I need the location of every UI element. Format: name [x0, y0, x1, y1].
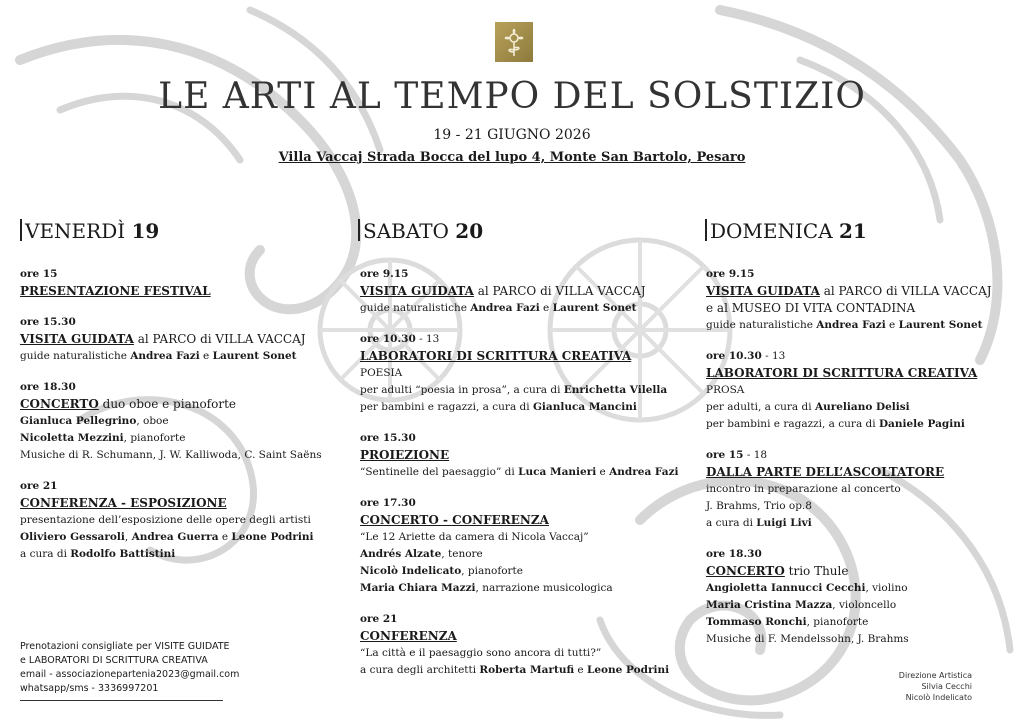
text: , violino: [865, 582, 908, 594]
event-title: [20, 396, 340, 413]
event-detail: J. Brahms, Trio op.8: [706, 500, 812, 512]
day-number: 20: [455, 219, 484, 243]
person-name: Andrea Fazi: [470, 302, 540, 314]
divider: [705, 219, 707, 241]
event-title: [706, 563, 1006, 580]
event-detail: [20, 529, 340, 546]
person-name: Andrea Fazi: [609, 466, 679, 478]
event-title: [706, 365, 1006, 382]
event-detail: [360, 300, 680, 317]
event-time: [706, 348, 1006, 365]
event-detail: [20, 546, 340, 563]
director-name: Silvia Cecchi: [921, 682, 972, 691]
text: guide naturalistiche: [360, 302, 471, 314]
person-name: Laurent Sonet: [898, 319, 983, 331]
event-time: ore 21: [360, 613, 398, 625]
event-detail: “Le 12 Ariette da camera di Nicola Vaccaj”: [360, 531, 589, 543]
person-name: Luca Manieri: [518, 466, 597, 478]
day-heading-saturday: [358, 219, 483, 243]
person-name: Nicolò Indelicato: [360, 565, 462, 577]
event-detail: “La città e il paesaggio sono ancora di tutti?”: [360, 647, 602, 659]
event-time: ore 21: [20, 480, 58, 492]
person-name: Maria Chiara Mazzi: [360, 582, 476, 594]
event-title: [706, 283, 1006, 300]
event-title-text: CONFERENZA: [360, 629, 457, 643]
event-detail: [20, 430, 340, 447]
event-title: [20, 283, 340, 300]
event-title: [360, 447, 680, 464]
booking-line: Prenotazioni consigliate per VISITE GUIDATE: [20, 641, 230, 652]
text: e: [218, 531, 232, 543]
event-detail: [706, 515, 1006, 532]
text: , pianoforte: [806, 616, 869, 628]
event-time: ore 9.15: [360, 268, 409, 280]
event-detail: PROSA: [706, 384, 745, 396]
event-time: [706, 447, 1006, 464]
text: per adulti, a cura di: [706, 401, 815, 413]
event-detail: [706, 416, 1006, 433]
event-title-text: CONCERTO - CONFERENZA: [360, 513, 549, 527]
event-subtitle: e al MUSEO DI VITA CONTADINA: [706, 301, 916, 315]
event-title-text: CONFERENZA - ESPOSIZIONE: [20, 496, 227, 510]
event-detail: [360, 662, 680, 679]
event-detail: [706, 317, 1006, 334]
event-detail: [706, 580, 1006, 597]
event-title: [360, 512, 680, 529]
day-number: 19: [131, 219, 160, 243]
person-name: Daniele Pagini: [878, 418, 965, 430]
event-title-text: CONCERTO: [706, 564, 785, 578]
event-detail: Musiche di R. Schumann, J. W. Kalliwoda, C. Saint Saëns: [20, 449, 322, 461]
event-detail: Musiche di F. Mendelssohn, J. Brahms: [706, 633, 909, 645]
event-title-text: DALLA PARTE DELL’ASCOLTATORE: [706, 465, 945, 479]
event-time: ore 15.30: [20, 316, 76, 328]
event-title-text: CONCERTO: [20, 397, 99, 411]
person-name: Oliviero Gessaroli: [20, 531, 125, 543]
event-title-text: PRESENTAZIONE FESTIVAL: [20, 284, 211, 298]
person-name: Enrichetta Vilella: [563, 384, 668, 396]
event-title-text: PROIEZIONE: [360, 448, 450, 462]
event-detail: [360, 464, 680, 481]
director-name: Nicolò Indelicato: [905, 693, 972, 702]
event-detail: [360, 399, 680, 416]
event-time: ore 15: [20, 268, 58, 280]
event-title: [360, 628, 680, 645]
sunday-program: [706, 266, 1006, 648]
event-title-text: VISITA GUIDATA: [20, 332, 134, 346]
day-heading-sunday: [705, 219, 867, 243]
text: , tenore: [441, 548, 483, 560]
person-name: Gianluca Pellegrino: [20, 415, 137, 427]
event-subtitle: al PARCO di VILLA VACCAJ: [819, 284, 992, 298]
booking-line: e LABORATORI DI SCRITTURA CREATIVA: [20, 655, 208, 666]
text: ,: [124, 531, 132, 543]
event-detail: presentazione dell’esposizione delle opere degli artisti: [20, 514, 311, 526]
person-name: Andrés Alzate: [360, 548, 442, 560]
text: e: [574, 664, 587, 676]
person-name: Rodolfo Battistini: [70, 548, 176, 560]
person-name: Gianluca Mancini: [532, 401, 637, 413]
person-name: Angioletta Iannucci Cecchi: [706, 582, 866, 594]
event-time: ore 17.30: [360, 497, 416, 509]
text: guide naturalistiche: [20, 350, 131, 362]
event-detail: POESIA: [360, 367, 403, 379]
event-title-text: VISITA GUIDATA: [706, 284, 820, 298]
event-time: ore 18.30: [706, 548, 762, 560]
text: guide naturalistiche: [706, 319, 817, 331]
event-detail: [360, 546, 680, 563]
text: a cura di: [706, 517, 757, 529]
time-start: ore 10.30: [706, 350, 762, 362]
event-detail: [360, 382, 680, 399]
event-subtitle: duo oboe e pianoforte: [98, 397, 237, 411]
text: e: [199, 350, 213, 362]
event-time: ore 15.30: [360, 432, 416, 444]
person-name: Laurent Sonet: [212, 350, 297, 362]
festival-dates: 19 - 21 GIUGNO 2026: [433, 127, 591, 143]
event-title: [20, 495, 340, 512]
divider: [20, 700, 223, 701]
person-name: Roberta Martufi: [479, 664, 575, 676]
event-time: ore 18.30: [20, 381, 76, 393]
divider: [358, 219, 360, 241]
event-title: [706, 464, 1006, 481]
person-name: Maria Cristina Mazza: [706, 599, 833, 611]
saturday-program: [360, 266, 680, 679]
person-name: Leone Podrini: [586, 664, 670, 676]
day-label: DOMENICA: [710, 219, 833, 243]
person-name: Andrea Fazi: [130, 350, 200, 362]
text: , pianoforte: [123, 432, 186, 444]
text: a cura di: [20, 548, 71, 560]
text: e: [596, 466, 610, 478]
text: , oboe: [136, 415, 169, 427]
festival-venue: Villa Vaccaj Strada Bocca del lupo 4, Monte San Bartolo, Pesaro: [278, 150, 746, 165]
event-title-text: LABORATORI DI SCRITTURA CREATIVA: [706, 366, 978, 380]
text: e: [885, 319, 899, 331]
time-start: ore 15: [706, 449, 744, 461]
text: , violoncello: [832, 599, 897, 611]
time-end: - 13: [761, 350, 786, 362]
event-title: [360, 348, 680, 365]
text: a cura degli architetti: [360, 664, 480, 676]
person-name: Tommaso Ronchi: [706, 616, 807, 628]
event-detail: [20, 413, 340, 430]
event-detail: [360, 563, 680, 580]
festival-logo: [495, 22, 533, 62]
event-title: [360, 283, 680, 300]
direction-label: Direzione Artistica: [898, 671, 972, 680]
text: , pianoforte: [461, 565, 523, 577]
time-start: ore 10.30: [360, 333, 416, 345]
booking-email[interactable]: email - associazionepartenia2023@gmail.com: [20, 669, 240, 680]
event-title-text: VISITA GUIDATA: [360, 284, 474, 298]
person-name: Leone Podrini: [231, 531, 314, 543]
event-detail: [20, 348, 340, 365]
flower-icon: [495, 22, 533, 62]
artistic-direction: [899, 670, 972, 703]
event-detail: incontro in preparazione al concerto: [706, 483, 901, 495]
person-name: Aureliano Delisi: [814, 401, 910, 413]
event-detail: [360, 580, 680, 597]
day-label: VENERDÌ: [25, 219, 126, 243]
event-detail: [706, 597, 1006, 614]
event-title: [20, 331, 340, 348]
event-subtitle: al PARCO di VILLA VACCAJ: [473, 284, 646, 298]
divider: [20, 219, 22, 241]
person-name: Andrea Fazi: [816, 319, 886, 331]
event-detail: [706, 614, 1006, 631]
day-number: 21: [839, 219, 867, 243]
event-title-text: LABORATORI DI SCRITTURA CREATIVA: [360, 349, 632, 363]
friday-program: [20, 266, 340, 563]
text: e: [539, 302, 553, 314]
booking-phone[interactable]: whatsapp/sms - 3336997201: [20, 683, 159, 694]
text: per bambini e ragazzi, a cura di: [360, 401, 533, 413]
event-time: [360, 331, 680, 348]
person-name: Andrea Guerra: [131, 531, 219, 543]
booking-info: [20, 640, 239, 701]
event-time: ore 9.15: [706, 268, 755, 280]
day-heading-friday: [20, 219, 159, 243]
time-end: - 13: [415, 333, 440, 345]
text: “Sentinelle del paesaggio” di: [360, 466, 519, 478]
person-name: Luigi Livi: [756, 517, 812, 529]
page-title: LE ARTI AL TEMPO DEL SOLSTIZIO: [158, 76, 866, 117]
person-name: Laurent Sonet: [552, 302, 637, 314]
day-label: SABATO: [363, 219, 449, 243]
event-detail: [706, 399, 1006, 416]
time-end: - 18: [743, 449, 768, 461]
person-name: Nicoletta Mezzini: [20, 432, 124, 444]
text: per bambini e ragazzi, a cura di: [706, 418, 879, 430]
text: per adulti “poesia in prosa”, a cura di: [360, 384, 564, 396]
text: , narrazione musicologica: [475, 582, 613, 594]
event-subtitle: al PARCO di VILLA VACCAJ: [133, 332, 306, 346]
event-subtitle: trio Thule: [784, 564, 849, 578]
